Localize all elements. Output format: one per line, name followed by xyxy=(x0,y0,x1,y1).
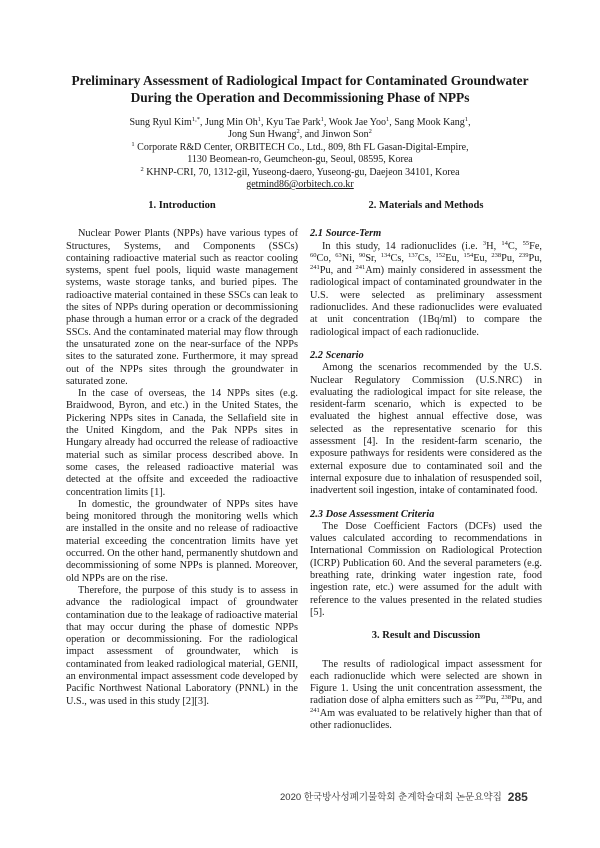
corresponding-email[interactable]: getmind86@orbitech.co.kr xyxy=(246,179,354,191)
affiliation-1: $^1$ Corporate R&D Center, ORBITECH Co., Ltd., 809, 8th FL Gasan-Digital-Empire, xyxy=(131,140,469,153)
paper-title xyxy=(40,72,560,106)
dose-criteria-paragraph: The Dose Coefficient Factors (DCFs) used the values calculated according to recommendations in International Commission on Radiological Protection (ICRP) Publication 60. And the several parameters (e.g. breathing rate, drinking water ingestion rate, food ingestion rate, etc.) were assumed for the adult with reference to the values presented in the related studies [5]. xyxy=(310,520,542,618)
intro-paragraph-4: Therefore, the purpose of this study is to assess in advance the radiological impact of groundwater contamination due to the leakage of radioactive material that may occur during the phase of domestic NPPs operation or decommissioning. For the radiological impact assessment of groundwater, which is contaminated from leaked radiological material, GENII, an environmental impact assessment code developed by Pacific Northwest National Laboratory (PNNL) in the U.S., was used in this study [2][3]. xyxy=(66,584,298,707)
source-term-paragraph: In this study, 14 radionuclides (i.e. $^3$H, $^{14}$C, $^{55}$Fe, $^{60}$Co, $^{63}$Ni, $^{90}$Sr, $^{134}$Cs, $^{137}$Cs, $^{152}$Eu, $^{154}$Eu, $^{238}$Pu, $^{239}$Pu, $^{241}$Pu, and $^{241}$Am) mainly considered in assessment the radiological impact of contaminated groundwater in the U.S. were selected as preliminary assessment radionuclides. And these radionuclides were evaluated at unit concentration (1Bq/ml) to compare the radiological impact of each radionuclide. xyxy=(310,239,543,338)
subsection-heading-source-term: 2.1 Source-Term xyxy=(310,228,382,240)
left-column xyxy=(66,200,298,708)
scenario-paragraph: Among the scenarios recommended by the U.S. Nuclear Regulatory Commission (U.S.NRC) in evaluating the radiological impact for site release, the resident-farm scenario, which is expected to be evaluated the highest annual effective dose, was selected as the representative scenario for this assessment [4]. In the resident-farm scenario, the exposure pathways for residents were considered as the external exposure due to contaminated soil and the internal exposure due to inhalation of resuspended soil, inadvertent soil ingestion, intake of contaminated food. xyxy=(310,362,542,497)
section-heading-results: 3. Result and Discussion xyxy=(371,630,481,642)
author-block xyxy=(40,117,560,191)
affiliation-1-address: 1130 Beomean-ro, Geumcheon-gu, Seoul, 08595, Korea xyxy=(187,154,413,166)
page-number: 285 xyxy=(507,790,528,804)
conference-name: 2020 한국방사성폐기물학회 춘계학술대회 논문요약집 xyxy=(280,792,502,803)
author-line-2: Jong Sun Hwang$^2$, and Jinwon Son$^2$ xyxy=(228,128,372,141)
section-heading-methods: 2. Materials and Methods xyxy=(368,200,484,211)
author-line-1: Sung Ryul Kim$^{1,*}$, Jung Min Oh$^1$, Kyu Tae Park$^1$, Wook Jae Yoo$^1$, Sang Mook Kang$^1$, xyxy=(129,116,471,128)
subsection-heading-dose-criteria: 2.3 Dose Assessment Criteria xyxy=(310,508,435,520)
page-footer xyxy=(280,789,580,804)
subsection-heading-scenario: 2.2 Scenario xyxy=(310,349,364,361)
right-column xyxy=(310,200,542,732)
title-line-1: Preliminary Assessment of Radiological Impact for Contaminated Groundwater xyxy=(71,73,529,88)
intro-paragraph-3: In domestic, the groundwater of NPPs sites have being monitored through the monitoring wells which are installed in the onsite and no release of radioactive material exceeding the concentration limits have yet occurred. On the other hand, permanently shutdown and decommissioning of some NPPs is planned. Moreover, old NPPs are on the rise. xyxy=(66,498,298,584)
intro-paragraph-2: In the case of overseas, the 14 NPPs sites (e.g. Braidwood, Byron, and etc.) in the United States, the Pickering NPPs sites in Canada, the Sellafield site in the United Kingdom, and the Pak NPPs sites in Hungary already had occurred the release of radioactive material such as similar process described above. In some cases, the released radioactive material was detected at the offsite and exceeded the radioactive concentration limits [1]. xyxy=(66,388,298,498)
title-line-2: During the Operation and Decommissioning Phase of NPPs xyxy=(130,90,470,105)
section-heading-introduction: 1. Introduction xyxy=(148,200,216,211)
intro-paragraph-1: Nuclear Power Plants (NPPs) have various types of Structures, Systems, and Components (SSCs) containing radioactive material such as reactor cooling systems, spent fuel pools, liquid waste management systems, waste storage tanks, and buried pipes. The radioactive material contained in these SSCs can leak to the sites of NPPs during operation or decommissioning phase through a human error or a crack of the degraded SSCs. And the contaminated material may flow through the unsaturated zone on the near-surface of the NPPs sites to the saturated zone. Furthermore, it may spread out of the NPPs sites through the groundwater in saturated zone. xyxy=(66,228,298,387)
results-paragraph: The results of radiological impact assessment for each radionuclide which were selected are shown in Figure 1. Using the unit concentration assessment, the radiation dose of alpha emitters such as $^{239}$Pu, $^{238}$Pu, and $^{241}$Am was evaluated to be relatively higher than that of other radionuclides. xyxy=(310,658,542,731)
affiliation-2: $^2$ KHNP-CRI, 70, 1312-gil, Yuseong-daero, Yuseong-gu, Daejeon 34101, Korea xyxy=(140,165,460,178)
